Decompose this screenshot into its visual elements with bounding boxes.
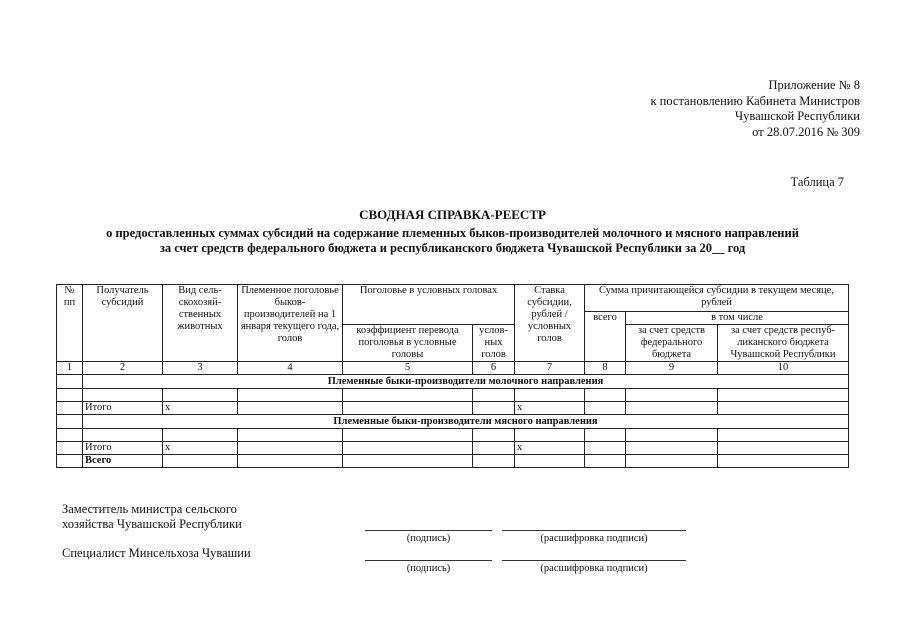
x-mark: x bbox=[515, 402, 585, 415]
table-row bbox=[57, 389, 849, 402]
appendix-line-2: к постановлению Кабинета Министров bbox=[650, 93, 860, 108]
column-number: 8 bbox=[585, 362, 626, 375]
header-including: в том числе bbox=[626, 312, 849, 325]
signature-line bbox=[365, 530, 492, 531]
header-livestock: Поголовье в условных головах bbox=[343, 285, 515, 325]
header-total: всего bbox=[585, 312, 626, 362]
signatory-deputy-minister bbox=[62, 502, 242, 532]
column-numbers-row bbox=[57, 362, 849, 375]
itogo-label: Итого bbox=[83, 442, 163, 455]
signature-decoding-line bbox=[502, 560, 686, 561]
registry-table bbox=[56, 284, 849, 468]
table-row bbox=[57, 429, 849, 442]
signatory-specialist: Специалист Минсельхоза Чувашии bbox=[62, 546, 251, 560]
document-title bbox=[40, 207, 865, 256]
header-recipient: Получатель субсидий bbox=[83, 285, 163, 362]
header-conditional-heads: услов-ных голов bbox=[473, 325, 515, 362]
header-republic: за счет средств респуб-ликанского бюджета Чувашской Республики bbox=[718, 325, 849, 362]
signature-line bbox=[365, 560, 492, 561]
section-title-meat: Племенные быки-производители мясного направления bbox=[83, 415, 849, 429]
column-number: 4 bbox=[238, 362, 343, 375]
header-rate: Ставка субсидии, рублей / условных голов bbox=[515, 285, 585, 362]
appendix-header bbox=[560, 78, 860, 140]
itogo-row-dairy bbox=[57, 402, 849, 415]
signature-caption: (подпись) bbox=[406, 533, 451, 544]
appendix-line-3: Чувашской Республики bbox=[734, 109, 860, 123]
column-number: 1 bbox=[57, 362, 83, 375]
section-row-dairy bbox=[57, 375, 849, 389]
header-num: № пп bbox=[57, 285, 83, 362]
title-main: СВОДНАЯ СПРАВКА-РЕЕСТР bbox=[359, 207, 546, 222]
column-number: 3 bbox=[163, 362, 238, 375]
decoding-caption: (расшифровка подписи) bbox=[540, 533, 648, 544]
column-number: 10 bbox=[718, 362, 849, 375]
header-animal-type: Вид сель-скохозяй-ственных животных bbox=[163, 285, 238, 362]
column-number: 5 bbox=[343, 362, 473, 375]
signature-decoding-line bbox=[502, 530, 686, 531]
x-mark: x bbox=[163, 442, 238, 455]
section-title-dairy: Племенные быки-производители молочного направления bbox=[83, 375, 849, 389]
decoding-caption: (расшифровка подписи) bbox=[540, 563, 648, 574]
signatory-title-line-1: Заместитель министра сельского bbox=[62, 502, 237, 516]
header-coefficient: коэффициент перевода поголовья в условные головы bbox=[343, 325, 473, 362]
vsego-label: Всего bbox=[83, 455, 163, 468]
column-number: 9 bbox=[626, 362, 718, 375]
section-row-meat bbox=[57, 415, 849, 429]
signature-caption: (подпись) bbox=[406, 563, 451, 574]
table-label: Таблица 7 bbox=[790, 175, 844, 189]
header-subsidy-sum: Сумма причитающейся субсидии в текущем месяце, рублей bbox=[585, 285, 849, 312]
header-breeding-stock: Племенное поголовье быков-производителей на 1 января текущего года, голов bbox=[238, 285, 343, 362]
itogo-label: Итого bbox=[83, 402, 163, 415]
title-line-3: за счет средств федерального бюджета и республиканского бюджета Чувашской Республики за 20__ год bbox=[159, 241, 746, 255]
column-number: 7 bbox=[515, 362, 585, 375]
column-number: 6 bbox=[473, 362, 515, 375]
appendix-line-1: Приложение № 8 bbox=[768, 78, 860, 92]
vsego-row bbox=[57, 455, 849, 468]
x-mark: x bbox=[163, 402, 238, 415]
title-line-2: о предоставленных суммах субсидий на содержание племенных быков-производителей молочного и мясного направлений bbox=[106, 226, 799, 240]
itogo-row-meat bbox=[57, 442, 849, 455]
header-federal: за счет средств федерального бюджета bbox=[626, 325, 718, 362]
column-number: 2 bbox=[83, 362, 163, 375]
signatory-title-line-2: хозяйства Чувашской Республики bbox=[62, 517, 242, 531]
x-mark: x bbox=[515, 442, 585, 455]
appendix-line-4: от 28.07.2016 № 309 bbox=[752, 124, 860, 139]
